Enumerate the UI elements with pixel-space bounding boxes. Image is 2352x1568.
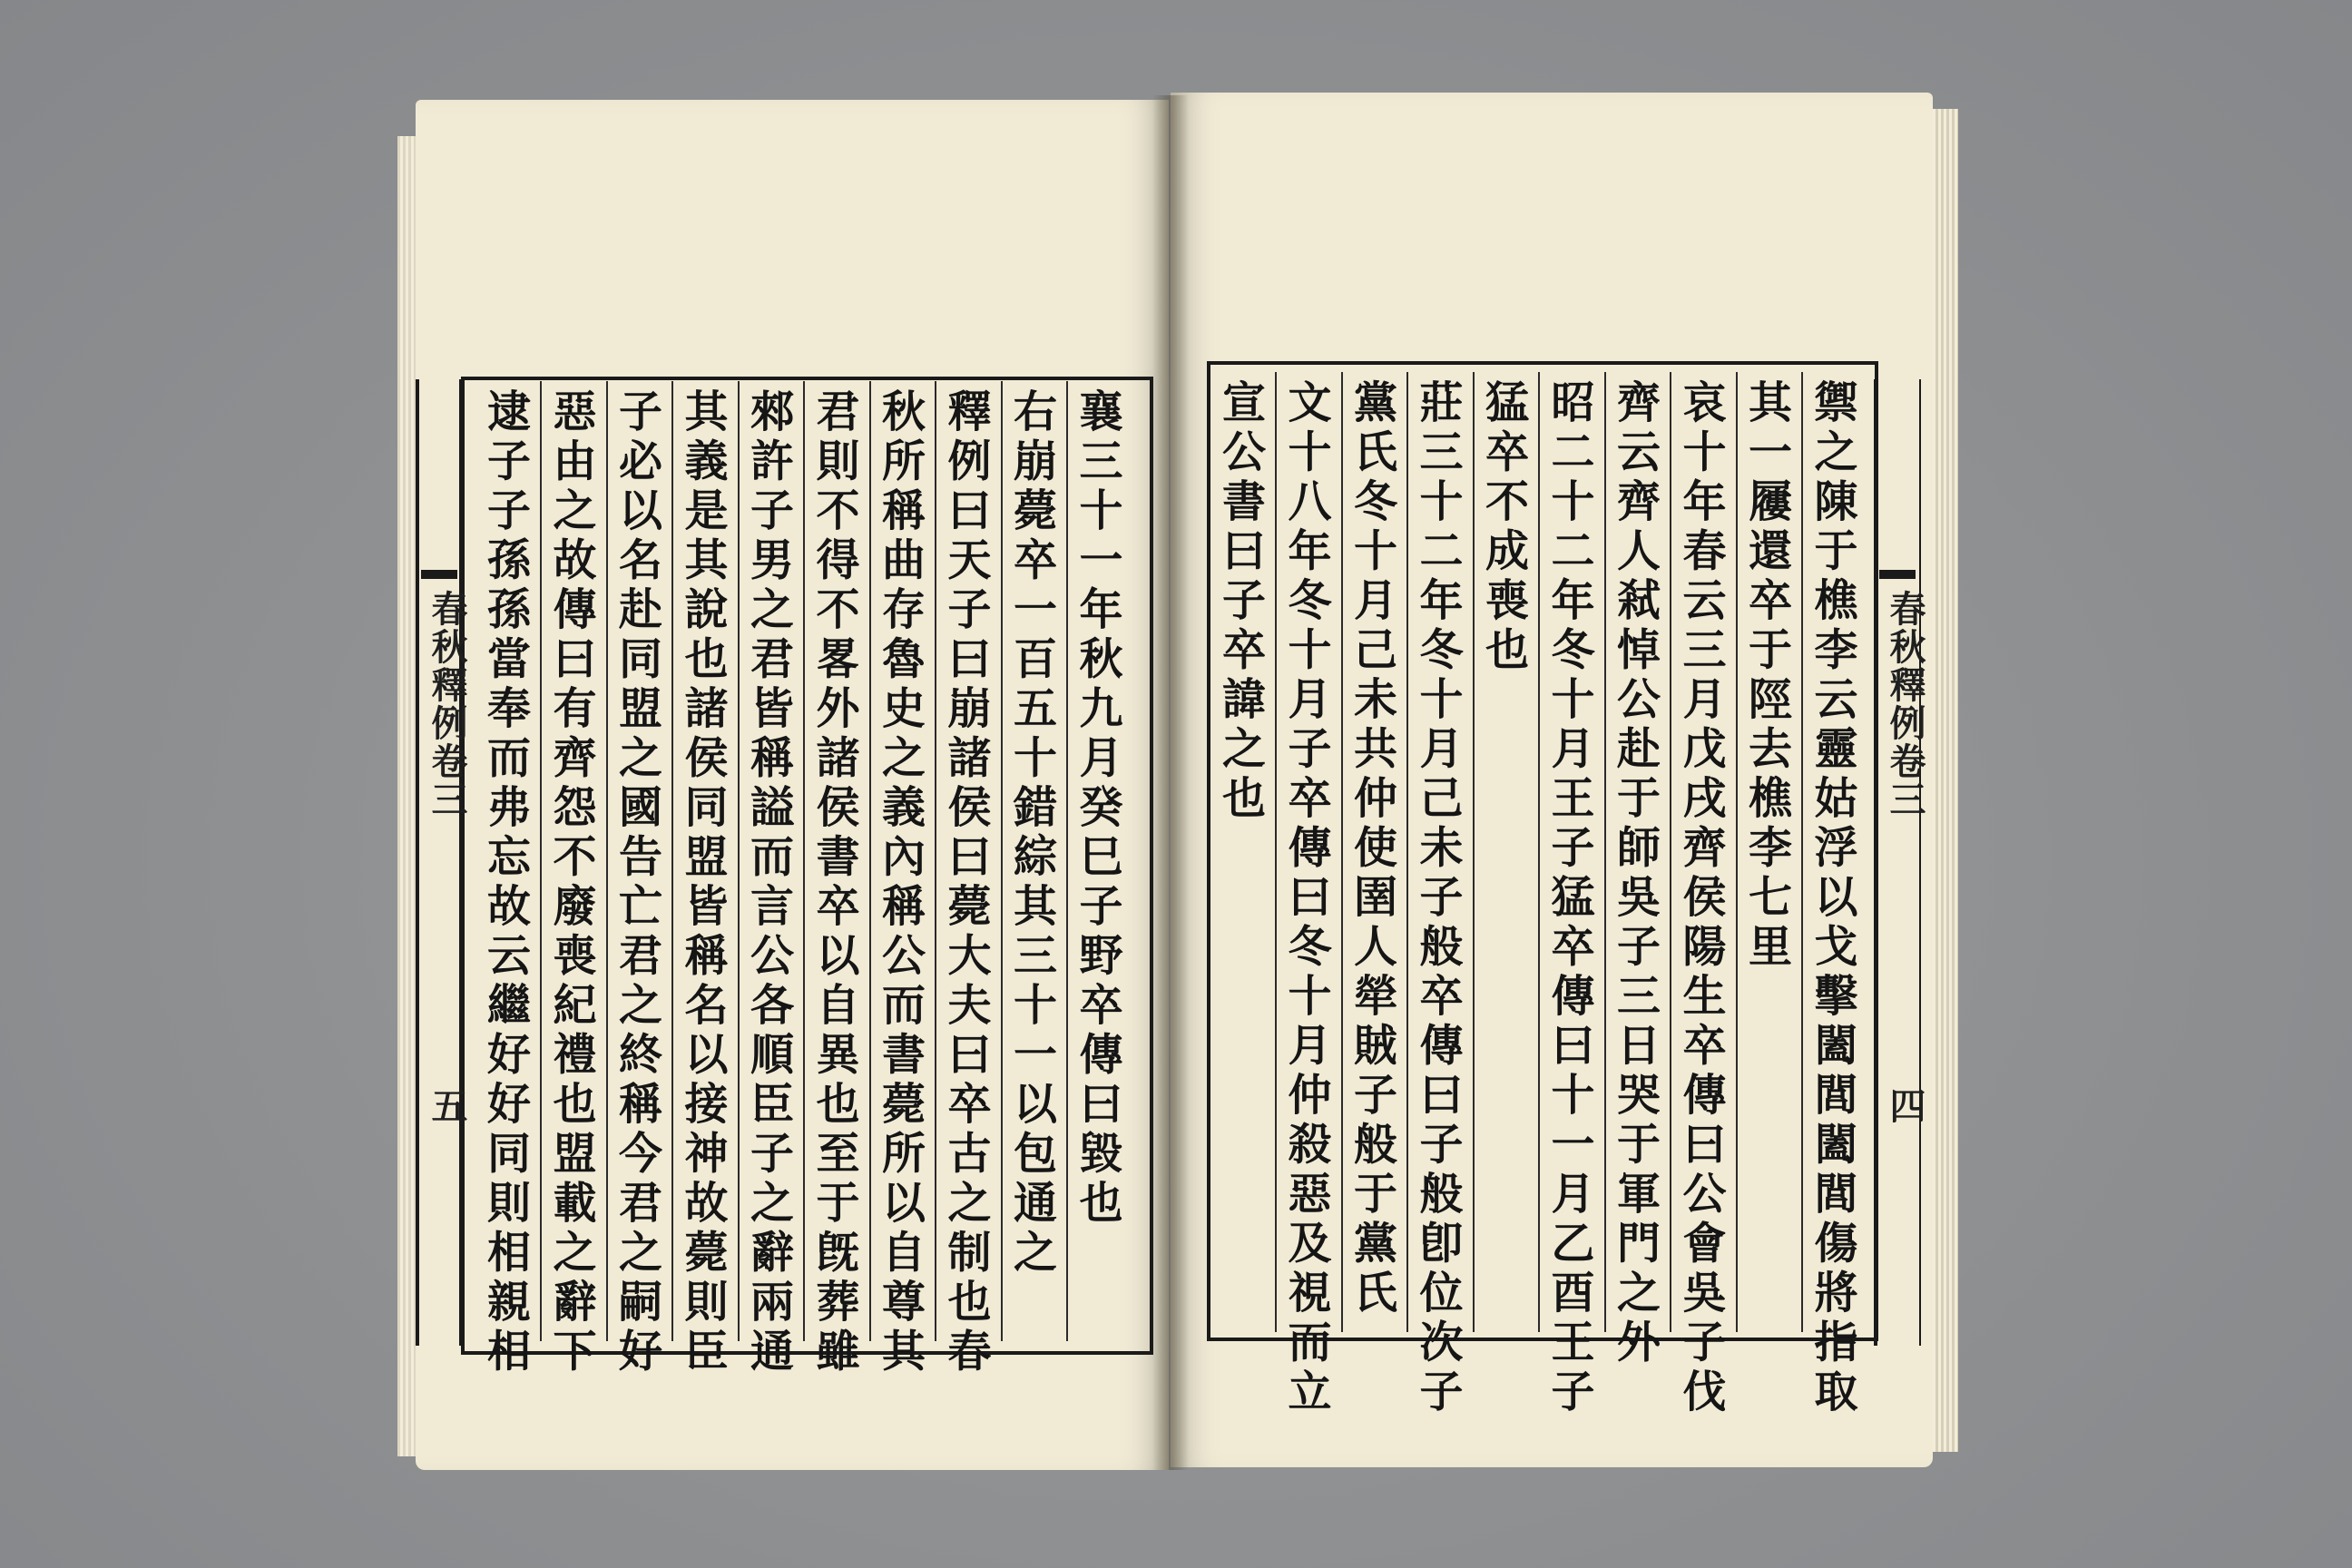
column-rule (869, 381, 871, 1341)
text-column: 哀十年春云三月戊戌齊侯陽生卒傳曰公會吳子伐 (1675, 379, 1726, 1418)
text-column: 釋例曰天子曰崩諸侯曰薨大夫曰卒古之制也春 (940, 388, 991, 1377)
column-rule (935, 381, 936, 1341)
text-column: 其義是其說也諸侯同盟皆稱名以接神故薨則臣 (677, 388, 728, 1377)
text-column: 逮子子孫孫當奉而弗忘故云繼好好同則相親相 (479, 388, 531, 1377)
book-gutter (1152, 95, 1189, 1470)
right-margin-title: 春秋釋例卷三 (1884, 590, 1926, 818)
text-column: 其一屨還卒于陘去樵李七里 (1740, 379, 1792, 973)
column-rule (1406, 372, 1408, 1332)
column-rule (1341, 372, 1343, 1332)
column-rule (1670, 372, 1671, 1332)
text-column: 昭二十二年冬十月王子猛卒傳曰十一月乙酉王子 (1544, 379, 1594, 1418)
text-column: 猛卒不成喪也 (1477, 379, 1529, 676)
text-column: 君則不得不畧外諸侯書卒以自異也至于旣葬雖 (808, 388, 859, 1377)
column-rule (671, 381, 673, 1341)
left-folio-number: 五 (426, 1087, 468, 1123)
column-rule (1801, 372, 1803, 1332)
text-column: 襄三十一年秋九月癸巳子野卒傳曰毀也 (1072, 388, 1122, 1230)
column-rule (1473, 372, 1475, 1332)
column-rule (1604, 372, 1606, 1332)
text-column: 黨氏冬十月己未共仲使圉人犖賊子般于黨氏 (1346, 379, 1397, 1319)
text-column: 齊云齊人弒悼公赴于師吳子三日哭于軍門之外 (1609, 379, 1661, 1368)
left-margin-center-strip (416, 379, 468, 1346)
text-column: 禦之陳于樵李云靈姑浮以戈擊闔閭闔閭傷將指取 (1807, 379, 1857, 1418)
column-rule (540, 381, 542, 1341)
column-rule (606, 381, 608, 1341)
column-rule (1538, 372, 1540, 1332)
column-rule (803, 381, 805, 1341)
fishtail-mark (421, 570, 457, 579)
right-margin-center-strip (1874, 379, 1926, 1346)
text-column: 宣公書曰子卒諱之也 (1214, 379, 1266, 825)
column-rule (1275, 372, 1277, 1332)
column-rule (1066, 381, 1068, 1341)
text-column: 右崩薨卒一百五十錯綜其三十一以包通之 (1005, 388, 1057, 1279)
right-folio-number: 四 (1884, 1087, 1926, 1123)
text-column: 莊三十二年冬十月己未子般卒傳曰子般卽位次子 (1412, 379, 1463, 1418)
text-column: 郲許子男之君皆稱謚而言公各順臣子之辭兩通 (742, 388, 794, 1377)
fishtail-mark (1879, 570, 1916, 579)
text-column: 惡由之故傳曰有齊怨不廢喪紀禮也盟載之辭下 (545, 388, 596, 1377)
text-column: 秋所稱曲存魯史之義內稱公而書薨所以自尊其 (874, 388, 926, 1377)
column-rule (738, 381, 740, 1341)
text-column: 文十八年冬十月子卒傳曰冬十月仲殺惡及視而立 (1280, 379, 1331, 1418)
column-rule (1001, 381, 1003, 1341)
left-margin-title: 春秋釋例卷三 (426, 590, 468, 818)
column-rule (1736, 372, 1738, 1332)
text-column: 子必以名赴同盟之國告亡君之終稱今君之嗣好 (611, 388, 662, 1377)
